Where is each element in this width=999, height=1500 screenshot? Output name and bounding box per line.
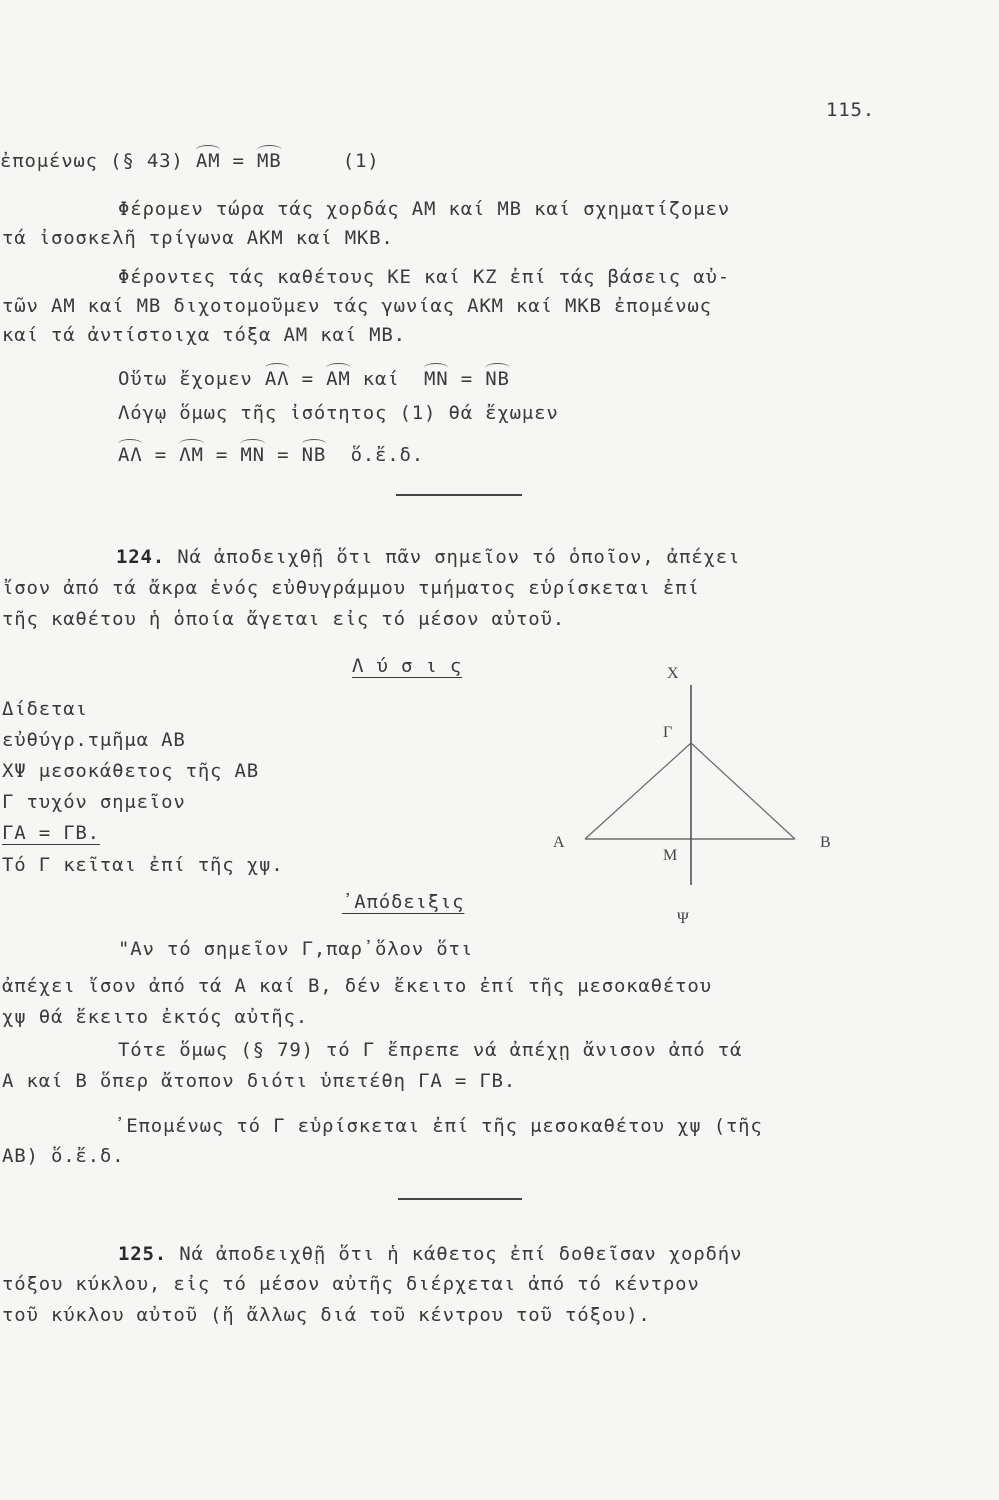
- given-line: ΓΑ = ΓΒ.: [2, 822, 100, 844]
- given-line: εὐθύγρ.τμῆμα ΑΒ: [2, 729, 186, 751]
- label-a: Α: [553, 834, 565, 851]
- text-line: Λόγῳ ὅμως τῆς ἰσότητος (1) θά ἔχωμεν: [118, 402, 559, 424]
- label-m: Μ: [663, 847, 678, 864]
- solution-heading: Λ ύ σ ι ς: [352, 655, 463, 677]
- label-g: Γ: [663, 724, 673, 741]
- text-line: τά ἰσοσκελῆ τρίγωνα ΑΚΜ καί ΜΚΒ.: [2, 227, 394, 249]
- proof-line: Α καί Β ὅπερ ἄτοπον διότι ὑπετέθη ΓΑ = ΓΒ.: [2, 1070, 517, 1092]
- arc-label: ΜΝ: [240, 444, 265, 466]
- label-x: Χ: [667, 665, 679, 682]
- given-line: ΧΨ μεσοκάθετος τῆς ΑΒ: [2, 760, 260, 782]
- label-b: Β: [820, 834, 831, 851]
- equation-line-9: [118, 446, 424, 465]
- text-segment: =: [142, 444, 180, 466]
- text-line: Φέρομεν τώρα τάς χορδάς ΑΜ καί ΜΒ καί σχηματίζομεν: [118, 198, 730, 220]
- segment-ga: [585, 743, 691, 839]
- arc-label: ΑΛ: [264, 368, 290, 390]
- text-segment: =: [289, 368, 327, 390]
- text-segment: ἐπομένως (§ 43): [0, 150, 196, 172]
- proof-heading: ᾽Απόδειξις: [342, 891, 465, 913]
- given-line: Γ τυχόν σημεῖον: [2, 791, 186, 813]
- arc-label: ΜΝ: [424, 368, 449, 390]
- text-line: Φέροντες τάς καθέτους ΚΕ καί ΚΖ ἐπί τάς βάσεις αὐ-: [118, 266, 730, 288]
- proof-line: ἀπέχει ἴσον ἀπό τά Α καί Β, δέν ἔκειτο ἐπί τῆς μεσοκαθέτου: [2, 975, 712, 997]
- text-line: τῶν ΑΜ καί ΜΒ διχοτομοῦμεν τάς γωνίας ΑΚΜ καί ΜΚΒ ἐπομένως: [2, 295, 712, 317]
- text-line: τοῦ κύκλου αὐτοῦ (ἤ ἄλλως διά τοῦ κέντρου τοῦ τόξου).: [2, 1304, 651, 1326]
- arc-label: ΛΜ: [179, 444, 204, 466]
- proof-line: ΑΒ) ὅ.ἔ.δ.: [2, 1145, 125, 1167]
- equation-line-1: [0, 152, 379, 171]
- page-number: 115.: [826, 99, 875, 121]
- text-segment: (1): [281, 150, 380, 172]
- label-psi: Ψ: [677, 910, 689, 927]
- problem-125-line-1: [118, 1245, 742, 1264]
- text-segment: =: [203, 444, 241, 466]
- text-segment: Οὕτω ἔχομεν: [118, 368, 265, 390]
- text-segment: =: [264, 444, 302, 466]
- text-line: τόξου κύκλου, εἰς τό μέσον αὐτῆς διέρχεται ἀπό τό κέντρον: [2, 1273, 700, 1295]
- text-segment: =: [448, 368, 486, 390]
- arc-label: ΝΒ: [301, 444, 327, 466]
- text-segment: Νά ἀποδειχθῇ ὅτι πᾶν σημεῖον τό ὁποῖον, ἀπέχει: [164, 546, 741, 568]
- equation-line-7: [118, 370, 510, 389]
- given-line: Δίδεται: [2, 698, 88, 720]
- proof-line: ᾽Επομένως τό Γ εὑρίσκεται ἐπί τῆς μεσοκαθέτου χψ (τῆς: [114, 1115, 763, 1137]
- conclusion-line: Τό Γ κεῖται ἐπί τῆς χψ.: [2, 854, 284, 876]
- text-line: καί τά ἀντίστοιχα τόξα ΑΜ καί ΜΒ.: [2, 324, 406, 346]
- arc-label: ΝΒ: [485, 368, 510, 390]
- geometry-figure: [545, 655, 845, 934]
- text-segment: ὅ.ἔ.δ.: [326, 444, 425, 466]
- proof-line: Τότε ὅμως (§ 79) τό Γ ἔπρεπε νά ἀπέχῃ ἄνισον ἀπό τά: [118, 1039, 743, 1061]
- text-line: ἴσον ἀπό τά ἄκρα ἑνός εὐθυγράμμου τμήματος εὑρίσκεται ἐπί: [2, 577, 700, 599]
- arc-label: ΜΒ: [257, 150, 282, 172]
- arc-label: ΑΜ: [326, 368, 351, 390]
- arc-label: ΑΜ: [195, 150, 221, 172]
- perpendicular-bisector-diagram: [545, 655, 845, 930]
- segment-gb: [691, 743, 795, 839]
- text-line: τῆς καθέτου ἡ ὁποία ἄγεται εἰς τό μέσον αὐτοῦ.: [2, 608, 565, 630]
- section-divider: [396, 494, 522, 496]
- proof-line: "Αν τό σημεῖον Γ,παρ᾽ὅλον ὅτι: [118, 938, 473, 960]
- arc-label: ΑΛ: [118, 444, 143, 466]
- text-segment: Νά ἀποδειχθῇ ὅτι ἡ κάθετος ἐπί δοθεῖσαν χορδήν: [166, 1243, 743, 1265]
- problem-124-line-1: [116, 548, 740, 567]
- text-segment: =: [220, 150, 258, 172]
- problem-number: 124.: [116, 546, 165, 568]
- problem-number: 125.: [118, 1243, 167, 1265]
- text-segment: καί: [350, 368, 424, 390]
- section-divider: [398, 1198, 522, 1200]
- proof-line: χψ θά ἔκειτο ἐκτός αὐτῆς.: [2, 1006, 308, 1028]
